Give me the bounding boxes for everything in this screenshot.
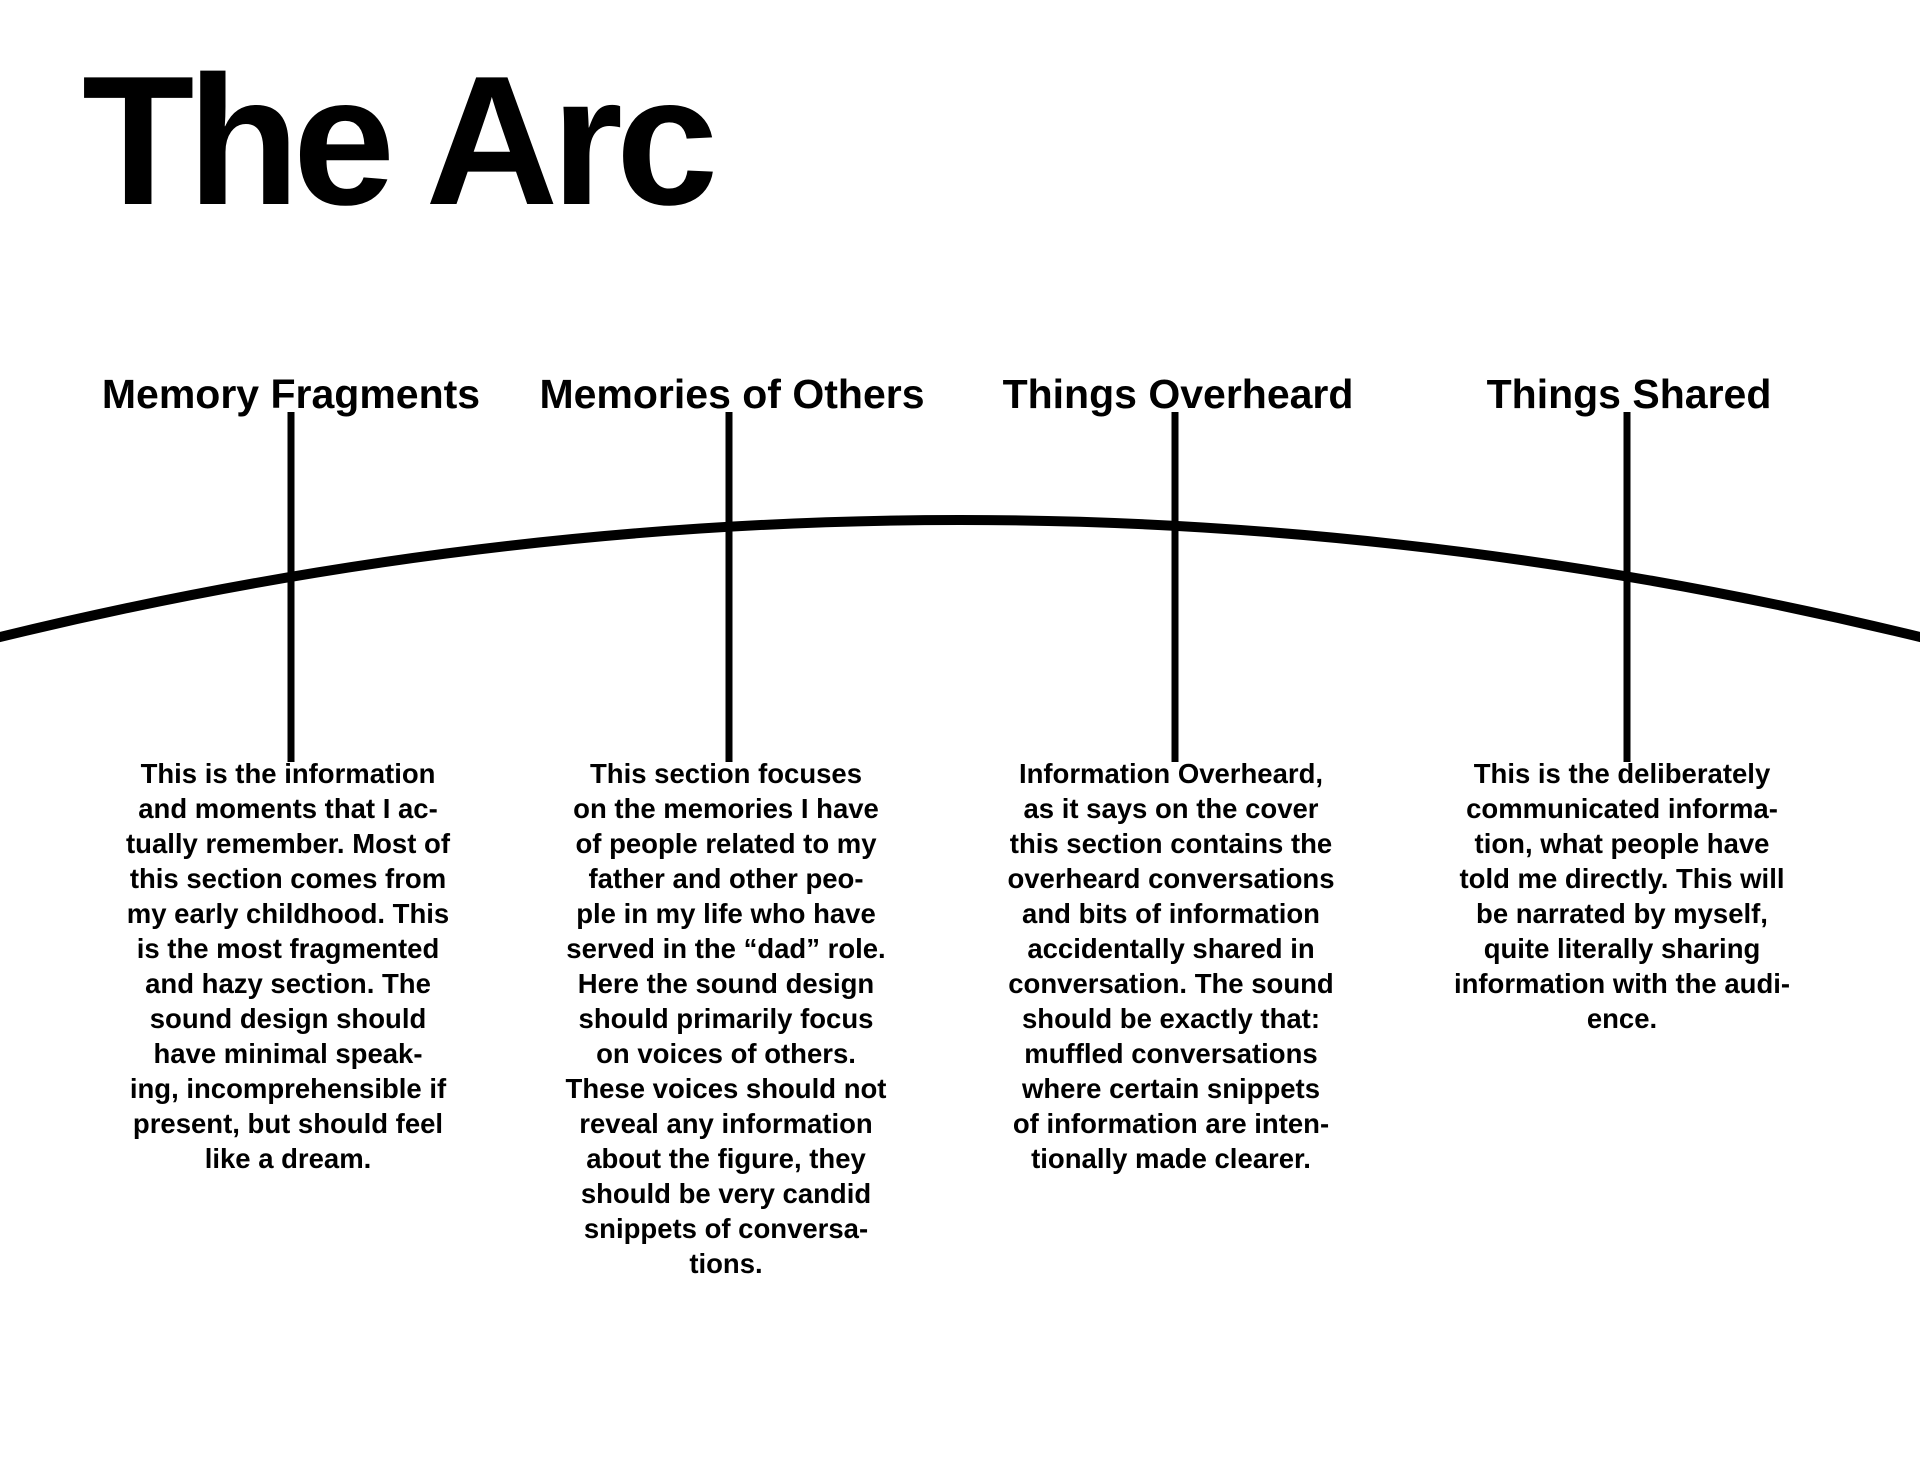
body-line: tionally made clearer. — [1031, 1143, 1311, 1174]
body-line: present, but should feel — [132, 1108, 444, 1139]
body-line: overheard conversations — [1007, 863, 1335, 894]
body-line: This is the deliberately — [1473, 758, 1771, 789]
body-line: on voices of others. — [596, 1038, 856, 1069]
body-line: conversation. The sound — [1008, 968, 1334, 999]
section-heading-things-shared: Things Shared — [1486, 371, 1772, 417]
body-line: This section focuses — [589, 758, 863, 789]
body-line: tually remember. Most of — [126, 828, 450, 859]
body-line: ence. — [1586, 1003, 1658, 1034]
body-line: Here the sound design — [577, 968, 875, 999]
body-line: ing, incomprehensible if — [129, 1073, 447, 1104]
body-line: like a dream. — [204, 1143, 372, 1174]
body-line: as it says on the cover — [1023, 793, 1319, 824]
body-line: my early childhood. This — [126, 898, 450, 929]
body-line: information with the audi- — [1453, 968, 1791, 999]
body-line: This is the information — [140, 758, 436, 789]
body-line: should be exactly that: — [1022, 1003, 1320, 1034]
body-line: muffled conversations — [1024, 1038, 1318, 1069]
body-line: be narrated by myself, — [1476, 898, 1768, 929]
body-line: tions. — [689, 1248, 763, 1279]
section-heading-things-overheard: Things Overheard — [1002, 371, 1354, 417]
body-line: accidentally shared in — [1027, 933, 1315, 964]
section-body-memory-fragments — [103, 756, 473, 1176]
body-line: where certain snippets — [1021, 1073, 1320, 1104]
body-line: served in the “dad” role. — [566, 933, 886, 964]
body-line: this section contains the — [1009, 828, 1333, 859]
body-line: should be very candid — [580, 1178, 872, 1209]
body-line: and bits of information — [1022, 898, 1320, 929]
body-line: These voices should not — [565, 1073, 887, 1104]
body-line: reveal any information — [579, 1108, 873, 1139]
body-line: Information Overheard, — [1018, 758, 1324, 789]
body-line: is the most fragmented — [136, 933, 440, 964]
body-line: sound design should — [149, 1003, 427, 1034]
body-line: of people related to my — [575, 828, 877, 859]
body-line: quite literally sharing — [1483, 933, 1761, 964]
body-line: on the memories I have — [573, 793, 879, 824]
body-line: and hazy section. The — [145, 968, 431, 999]
body-line: told me directly. This will — [1459, 863, 1785, 894]
body-line: father and other peo- — [588, 863, 864, 894]
body-line: snippets of conversa- — [583, 1213, 869, 1244]
page-title: The Arc — [82, 37, 712, 243]
body-line: of information are inten- — [1012, 1108, 1330, 1139]
body-line: communicated informa- — [1466, 793, 1778, 824]
section-heading-memories-of-others: Memories of Others — [539, 371, 925, 417]
body-line: about the figure, they — [586, 1143, 866, 1174]
body-line: should primarily focus — [578, 1003, 874, 1034]
section-body-things-overheard — [986, 756, 1356, 1176]
section-body-things-shared — [1437, 756, 1807, 1036]
body-line: this section comes from — [129, 863, 447, 894]
section-body-memories-of-others — [541, 756, 911, 1281]
section-heading-memory-fragments: Memory Fragments — [101, 371, 481, 417]
body-line: ple in my life who have — [576, 898, 876, 929]
body-line: have minimal speak- — [153, 1038, 423, 1069]
body-line: tion, what people have — [1474, 828, 1770, 859]
body-line: and moments that I ac- — [138, 793, 438, 824]
